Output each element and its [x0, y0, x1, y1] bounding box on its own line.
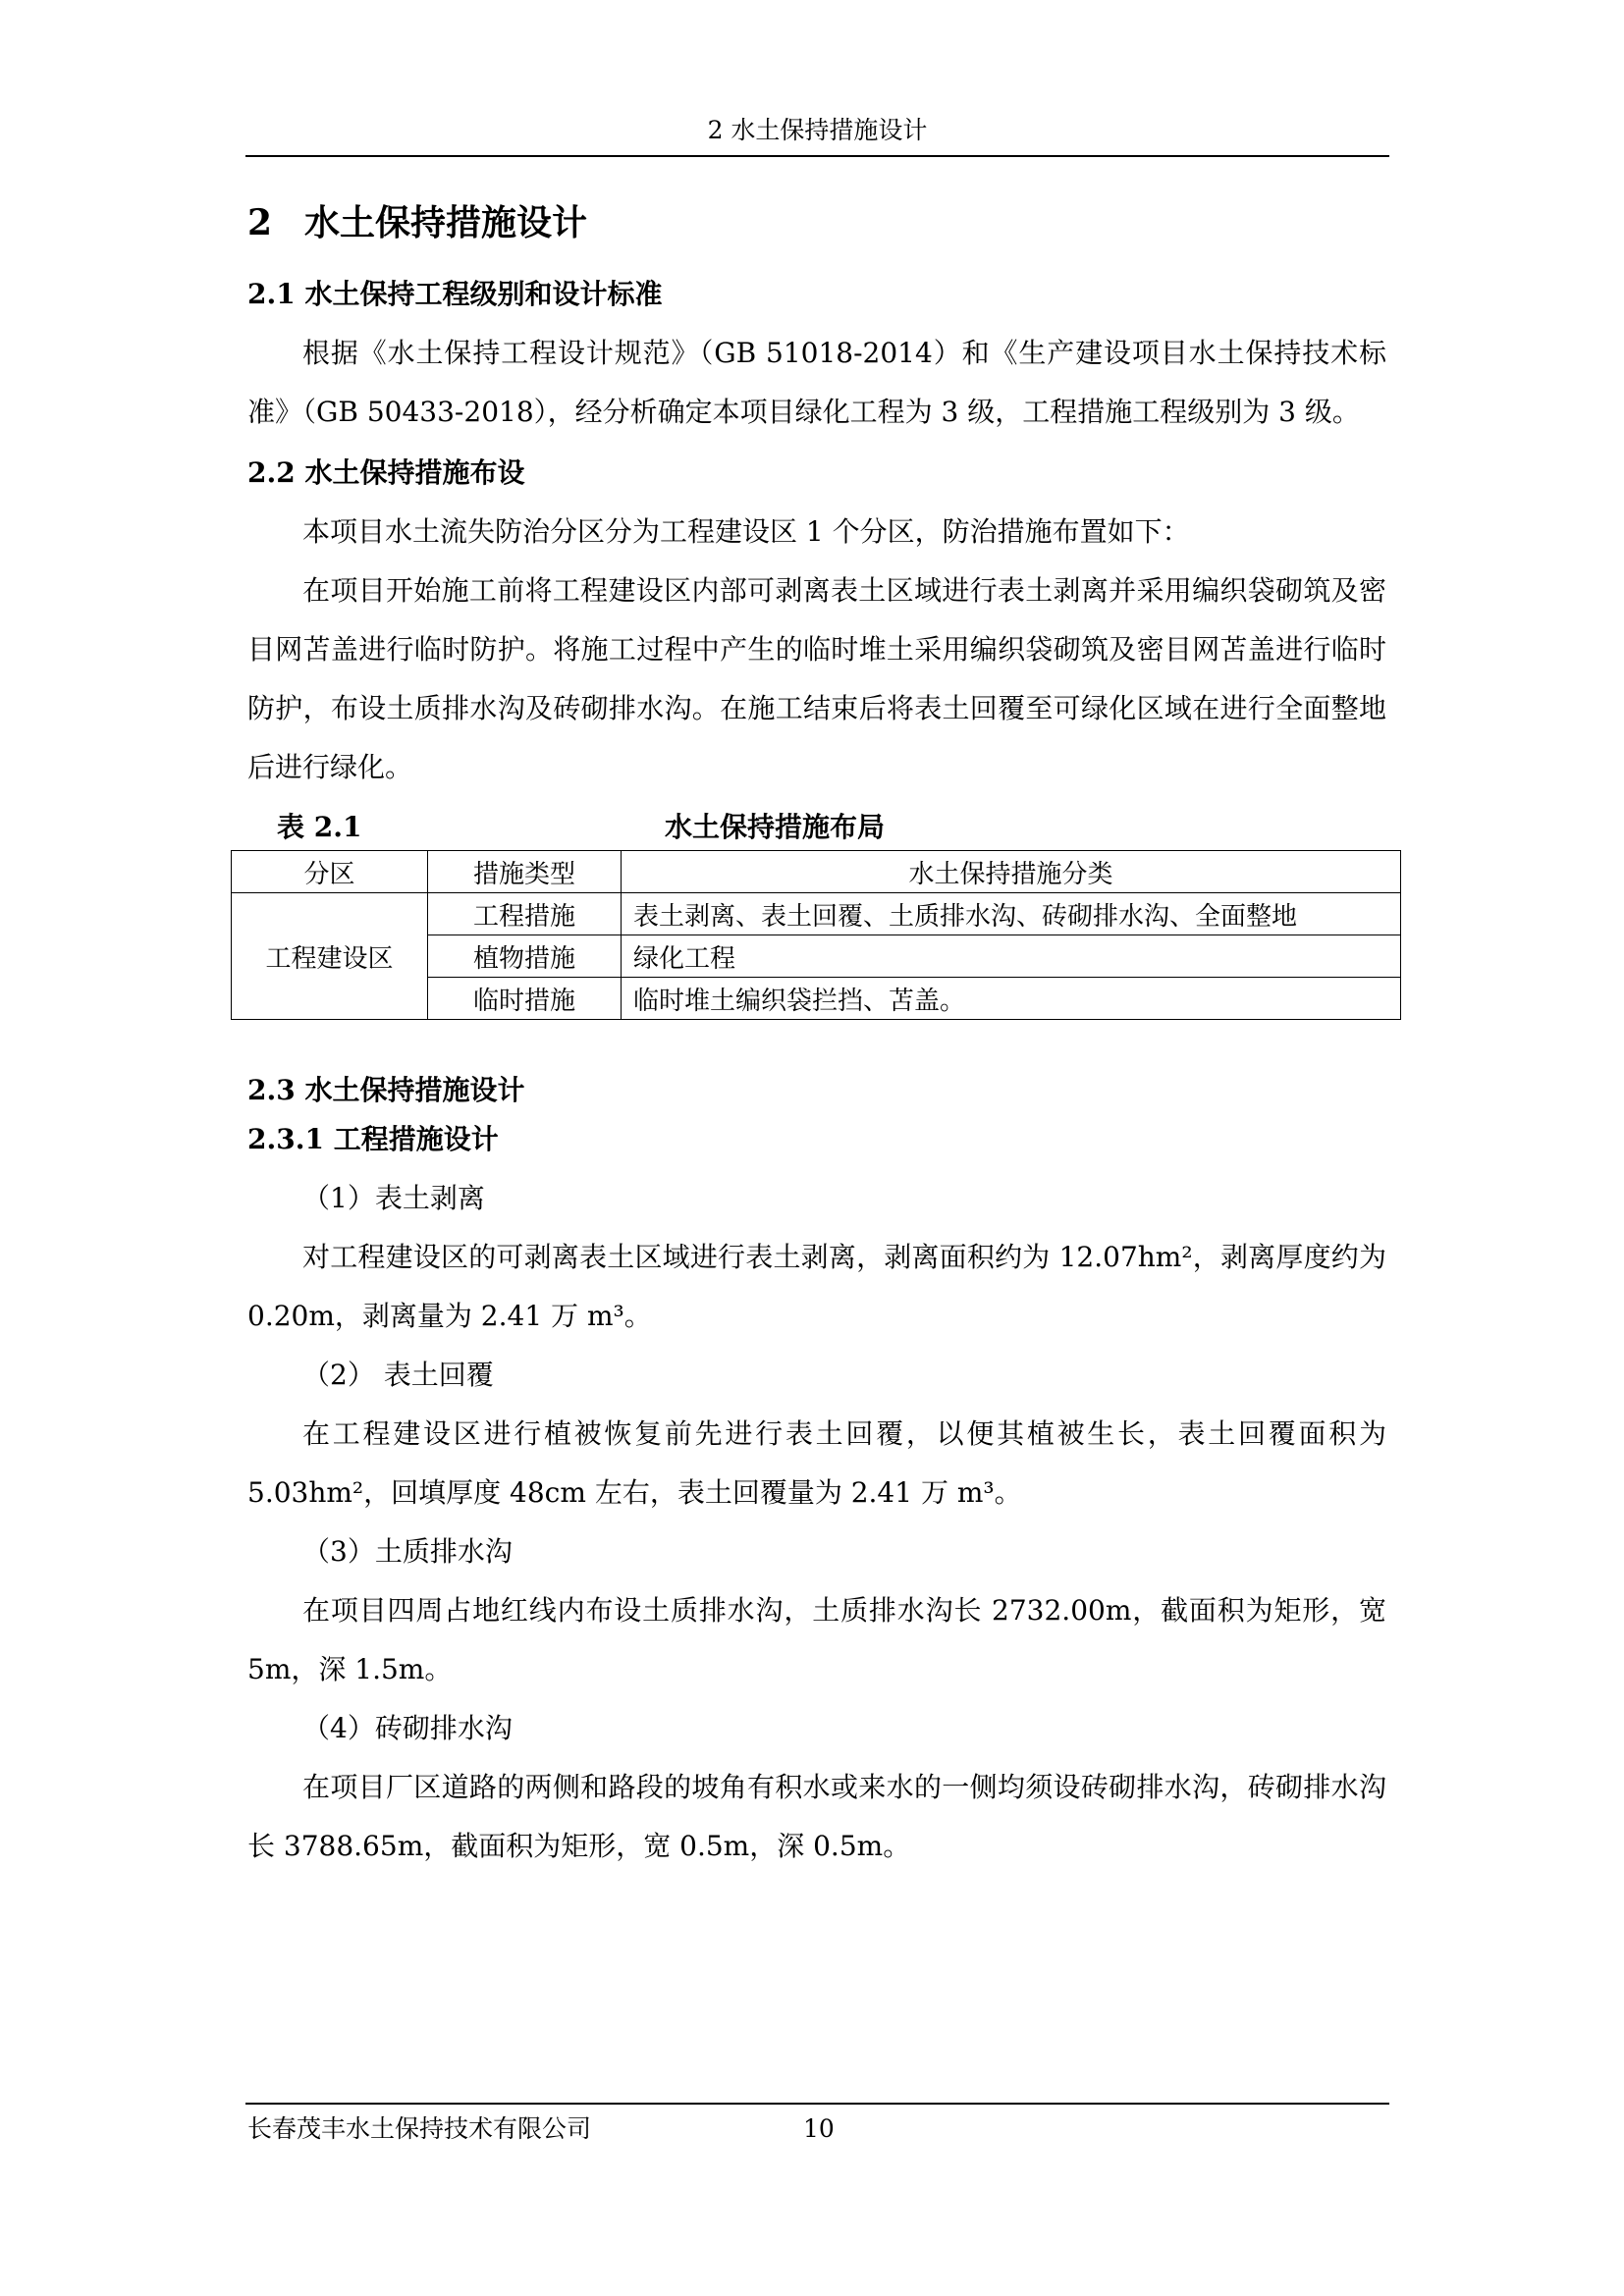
section-2-1-heading: 2.1 水土保持工程级别和设计标准 [247, 278, 663, 310]
spacer [247, 1020, 1386, 1059]
table-header-cell: 水土保持措施分类 [622, 851, 1401, 893]
chapter-number: 2 [247, 202, 273, 243]
item-paragraph: 在项目厂区道路的两侧和路段的坡角有积水或来水的一侧均须设砖砌排水沟，砖砌排水沟长 3788.65m，截面积为矩形，宽 0.5m，深 0.5m。 [247, 1771, 1386, 1862]
table-zone-cell: 工程建设区 [232, 893, 428, 1020]
item-paragraph: 在项目四周占地红线内布设土质排水沟，土质排水沟长 2732.00m，截面积为矩形，宽 5m，深 1.5m。 [247, 1594, 1386, 1685]
table-header-cell: 措施类型 [428, 851, 622, 893]
item-label: （4）砖砌排水沟 [302, 1712, 513, 1744]
chapter-heading [247, 198, 1386, 247]
table-label: 表 2.1 [277, 811, 362, 843]
table-header-row [232, 851, 1401, 893]
page-content [247, 198, 1386, 1876]
running-header: 2 水土保持措施设计 [707, 116, 928, 144]
table-type-cell: 工程措施 [428, 893, 622, 935]
table-title: 水土保持措施布局 [665, 811, 886, 843]
item-label: （3）土质排水沟 [302, 1535, 513, 1568]
item-label: （2） 表土回覆 [302, 1359, 494, 1391]
table-header-cell: 分区 [232, 851, 428, 893]
table-measures-cell: 绿化工程 [622, 935, 1401, 978]
table-measures-cell: 临时堆土编织袋拦挡、苫盖。 [622, 978, 1401, 1020]
header-rule [245, 155, 1389, 157]
table-type-cell: 临时措施 [428, 978, 622, 1020]
item-paragraph: 对工程建设区的可剥离表土区域进行表土剥离，剥离面积约为 12.07hm²，剥离厚度约为 0.20m，剥离量为 2.41 万 m³。 [247, 1241, 1386, 1332]
section-2-1-paragraph: 根据《水土保持工程设计规范》（GB 51018-2014）和《生产建设项目水土保持技术标准》（GB 50433-2018），经分析确定本项目绿化工程为 3 级，工程措施工程级别为 3 级。 [247, 337, 1386, 428]
item-paragraph: 在工程建设区进行植被恢复前先进行表土回覆，以便其植被生长，表土回覆面积为 5.03hm²，回填厚度 48cm 左右，表土回覆量为 2.41 万 m³。 [247, 1417, 1386, 1509]
table-caption [247, 809, 1386, 846]
section-2-3-heading: 2.3 水土保持措施设计 [247, 1074, 525, 1106]
table-row [232, 893, 1401, 935]
measures-table [231, 850, 1401, 1020]
table-measures-cell: 表土剥离、表土回覆、土质排水沟、砖砌排水沟、全面整地 [622, 893, 1401, 935]
item-label: （1）表土剥离 [302, 1182, 485, 1214]
footer-rule [245, 2103, 1389, 2105]
table-type-cell: 植物措施 [428, 935, 622, 978]
section-2-3-1-heading: 2.3.1 工程措施设计 [247, 1123, 499, 1155]
footer-company: 长春茂丰水土保持技术有限公司 [247, 2114, 592, 2143]
section-2-2-paragraph-2: 在项目开始施工前将工程建设区内部可剥离表土区域进行表土剥离并采用编织袋砌筑及密目网苫盖进行临时防护。将施工过程中产生的临时堆土采用编织袋砌筑及密目网苫盖进行临时防护，布设土质排水沟及砖砌排水沟。在施工结束后将表土回覆至可绿化区域在进行全面整地后进行绿化。 [247, 574, 1386, 783]
page-number: 10 [803, 2114, 835, 2143]
section-2-2-paragraph-1: 本项目水土流失防治分区分为工程建设区 1 个分区，防治措施布置如下： [302, 515, 1190, 548]
section-2-2-heading: 2.2 水土保持措施布设 [247, 456, 525, 489]
chapter-title: 水土保持措施设计 [304, 202, 588, 243]
